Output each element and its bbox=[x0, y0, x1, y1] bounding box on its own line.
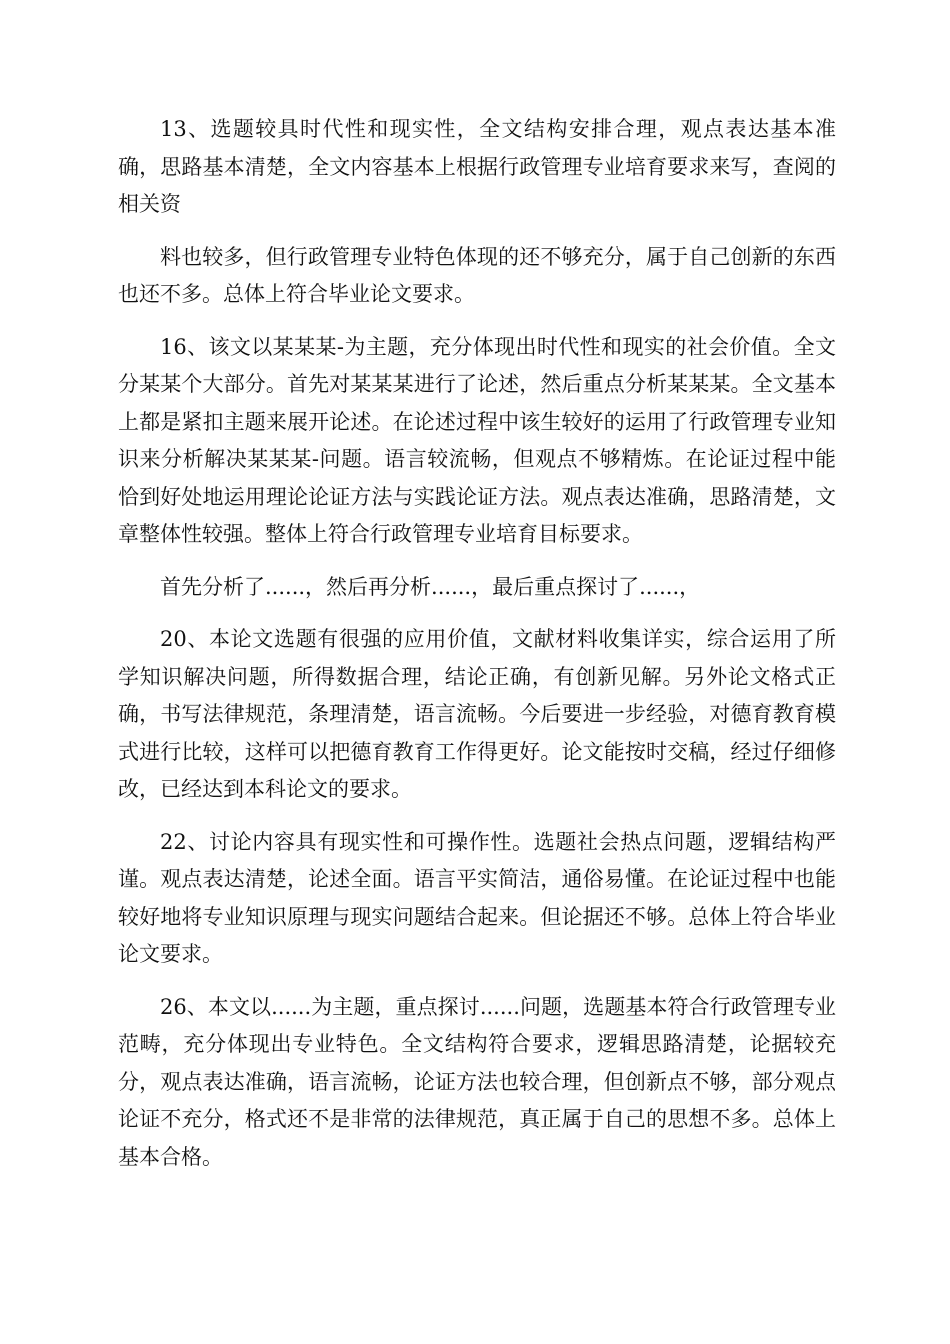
document-body bbox=[118, 111, 836, 1191]
paragraph-16: 16、该文以某某某-为主题，充分体现出时代性和现实的社会价值。全文分某某个大部分。首先对某某某进行了论述，然后重点分析某某某。全文基本上都是紧扣主题来展开论述。在论述过程中该生较好的运用了行政管理专业知识来分析解决某某某-问题。语言较流畅，但观点不够精炼。在论证过程中能恰到好处地运用理论论证方法与实践论证方法。观点表达准确，思路清楚，文章整体性较强。整体上符合行政管理专业培育目标要求。 bbox=[118, 334, 836, 546]
paragraph-26: 26、本文以......为主题，重点探讨......问题，选题基本符合行政管理专业范畴，充分体现出专业特色。全文结构符合要求，逻辑思路清楚，论据较充分，观点表达准确，语言流畅，论证方法也较合理，但创新点不够，部分观点论证不充分，格式还不是非常的法律规范，真正属于自己的思想不多。总体上基本合格。 bbox=[118, 994, 836, 1169]
paragraph-20: 20、本论文选题有很强的应用价值，文献材料收集详实，综合运用了所学知识解决问题，所得数据合理，结论正确，有创新见解。另外论文格式正确，书写法律规范，条理清楚，语言流畅。今后要进一步经验，对德育教育模式进行比较，这样可以把德育教育工作得更好。论文能按时交稿，经过仔细修改，已经达到本科论文的要求。 bbox=[118, 627, 836, 801]
paragraph-22: 22、讨论内容具有现实性和可操作性。选题社会热点问题，逻辑结构严谨。观点表达清楚，论述全面。语言平实简洁，通俗易懂。在论证过程中也能较好地将专业知识原理与现实问题结合起来。但论据还不够。总体上符合毕业论文要求。 bbox=[118, 829, 836, 966]
paragraph-analysis-outline: 首先分析了......，然后再分析......，最后重点探讨了......， bbox=[160, 574, 701, 599]
paragraph-13: 13、选题较具时代性和现实性，全文结构安排合理，观点表达基本准确，思路基本清楚，全文内容基本上根据行政管理专业培育要求来写，查阅的相关资 bbox=[118, 117, 836, 216]
paragraph-13-continued: 料也较多，但行政管理专业特色体现的还不够充分，属于自己创新的东西也还不多。总体上符合毕业论文要求。 bbox=[118, 244, 836, 306]
